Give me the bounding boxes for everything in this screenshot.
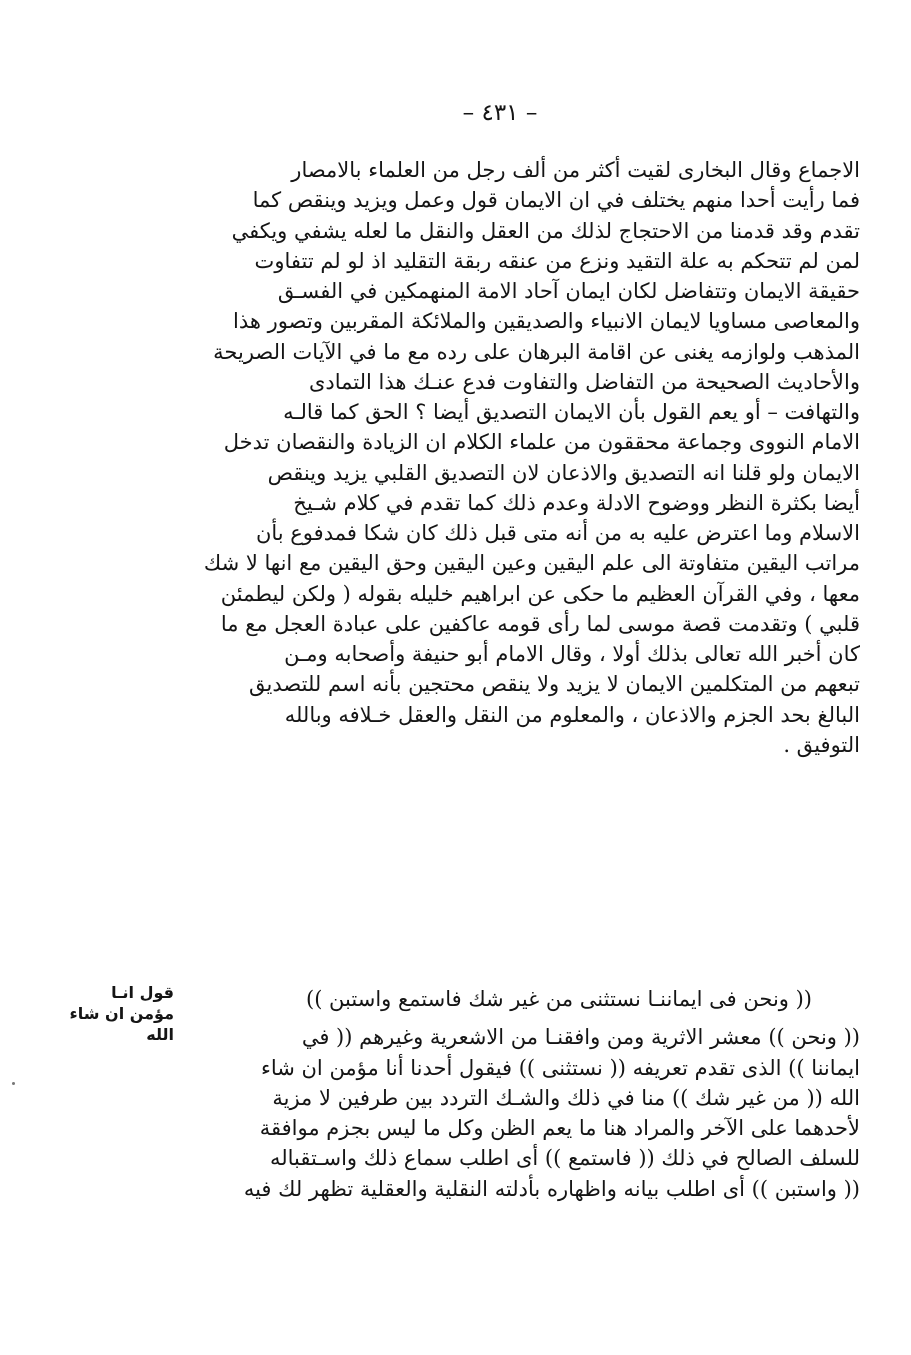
commentary-block [200,984,860,1204]
text-line: فما رأيت أحدا منهم يختلف في ان الايمان قول وعمل ويزيد وينقص كما [252,188,860,213]
commentary-line: (( ونحن )) معشر الاثرية ومن وافقنـا من الاشعرية وغيرهم (( في [301,1025,860,1050]
commentary-line: الله (( من غير شك )) منا في ذلك والشـك التردد بين طرفين لا مزية [272,1085,860,1110]
text-line: الامام النووى وجماعة محققون من علماء الكلام ان الزيادة والنقصان تدخل [223,430,860,455]
margin-heading-line: قول انـا [111,983,174,1002]
margin-heading [18,982,174,1045]
text-line: الاجماع وقال البخارى لقيت أكثر من ألف رجل من العلماء بالامصار [291,158,860,182]
text-line: البالغ بحد الجزم والاذعان ، والمعلوم من النقل والعقل خـلافه وبالله [284,702,860,727]
text-line: والمعاصى مساويا لايمان الانبياء والصديقين والملائكة المقربين وتصور هذا [233,309,860,334]
margin-heading-line: الله [146,1025,174,1044]
text-line: تقدم وقد قدمنا من الاحتجاج لذلك من العقل والنقل ما لعله يشفي ويكفي [231,218,860,243]
margin-heading-line: مؤمن ان شاء [69,1004,174,1023]
text-line: معها ، وفي القرآن العظيم ما حكى عن ابراهيم خليله بقوله ( ولكن ليطمئن [220,581,860,606]
page-number: – ٤٣١ – [462,100,538,126]
text-line: كان أخبر الله تعالى بذلك أولا ، وقال الامام أبو حنيفة وأصحابه ومـن [284,642,860,666]
text-line: مراتب اليقين متفاوتة الى علم اليقين وعين اليقين وحق اليقين مع انها لا شك [203,551,860,576]
paper-speck [12,1082,15,1085]
text-line: والأحاديث الصحيحة من التفاضل والتفاوت فدع عنـك هذا التمادى [308,369,860,394]
text-line: تبعهم من المتكلمين الايمان لا يزيد ولا ينقص محتجين بأنه اسم للتصديق [249,672,860,697]
text-line: والتهافت – أو يعم القول بأن الايمان التصديق أيضا ؟ الحق كما قالـه [283,400,860,424]
text-line: الاسلام وما اعترض عليه به من أنه متى قبل ذلك كان شكا فمدفوع بأن [255,521,860,545]
text-line: التوفيق . [783,732,860,757]
text-line: حقيقة الايمان وتتفاضل لكان ايمان آحاد الامة المنهمكين في الفسـق [277,279,860,303]
text-line: المذهب ولوازمه يغنى عن اقامة البرهان على رده مع ما في الآيات الصريحة [213,339,860,364]
text-line: لمن لم تتحكم به علة التقيد ونزع من عنقه ربقة التقليد اذ لو لم تتفاوت [254,248,860,273]
verse-line: (( ونحن فى ايماننـا نستثنى من غير شك فاستمع واستبن )) [306,987,812,1011]
commentary-line: (( واستبن )) أى اطلب بيانه واظهاره بأدلته النقلية والعقلية تظهر لك فيه [243,1176,860,1201]
text-line: الايمان ولو قلنا انه التصديق والاذعان لان التصديق القلبي يزيد وينقص [267,460,860,485]
text-line: أيضا بكثرة النظر ووضوح الادلة وعدم ذلك كما تقدم في كلام شـيخ [293,490,860,515]
commentary-line: ايماننا )) الذى تقدم تعريفه (( نستثنى )) فيقول أحدنا أنا مؤمن ان شاء [260,1055,860,1080]
text-line: قلبي ) وتقدمت قصة موسى لما رأى قومه عاكفين على عبادة العجل مع ما [220,611,860,636]
main-text-block [200,155,860,760]
commentary-line: لأحدهما على الآخر والمراد هنا ما يعم الظن وكل ما ليس بجزم موافقة [259,1116,860,1140]
commentary-line: للسلف الصالح في ذلك (( فاستمع )) أى اطلب سماع ذلك واسـتقباله [269,1146,860,1171]
